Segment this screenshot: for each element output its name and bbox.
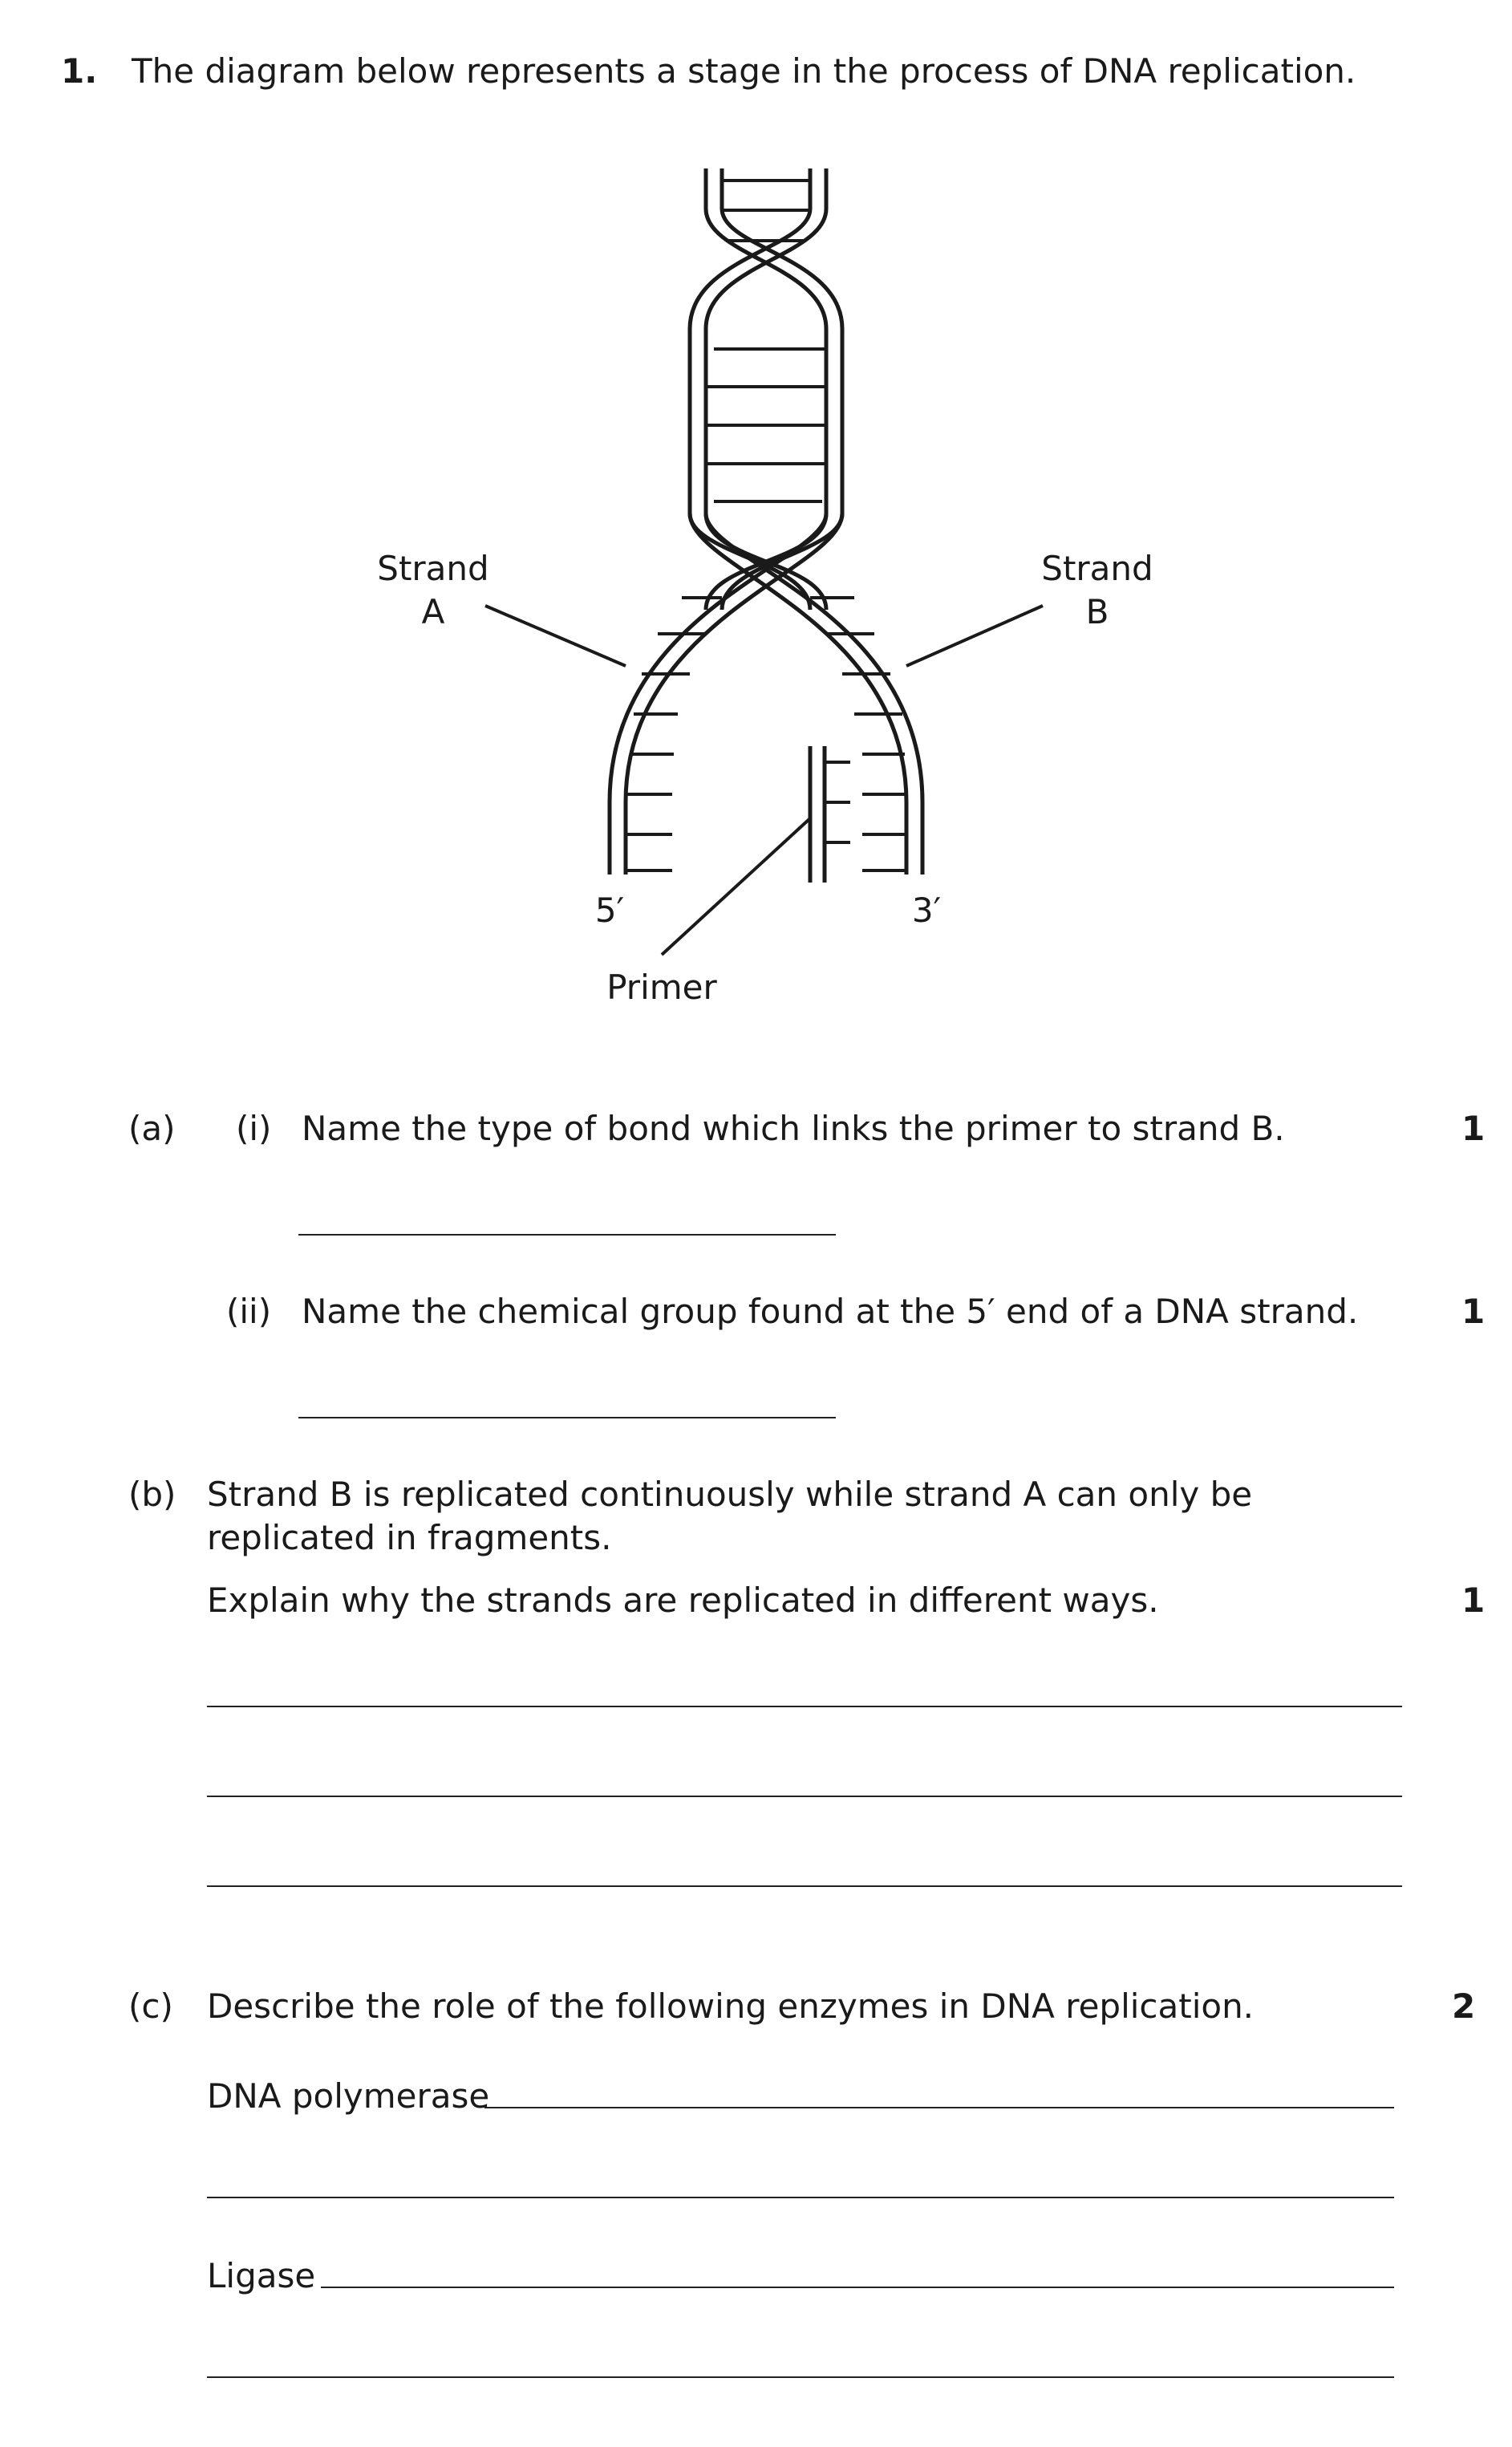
part-c-question: Describe the role of the following enzymes in DNA replication. — [207, 1986, 1255, 2026]
part-c-label: (c) — [128, 1986, 173, 2026]
part-a-ii-label: (ii) — [226, 1292, 272, 1331]
part-a-label: (a) — [128, 1109, 176, 1148]
part-b-answer-line-3[interactable] — [207, 1885, 1402, 1887]
three-prime-label: 3′ — [911, 891, 942, 930]
question-intro: The diagram below represents a stage in the process of DNA replication. — [132, 51, 1356, 91]
part-b-marks: 1 — [1461, 1581, 1486, 1620]
part-a-ii-question: Name the chemical group found at the 5′ end of a DNA strand. — [302, 1292, 1359, 1331]
strand-b-label-line2: B — [1085, 592, 1109, 631]
primer-label: Primer — [606, 968, 717, 1007]
part-a-i-question: Name the type of bond which links the primer to strand B. — [302, 1109, 1285, 1148]
ligase-answer-line-1[interactable] — [321, 2287, 1394, 2288]
dna-polymerase-answer-line-2[interactable] — [207, 2197, 1394, 2198]
part-a-i-marks: 1 — [1461, 1109, 1486, 1148]
strand-a-label-line2: A — [421, 592, 445, 631]
part-b-instruction: Explain why the strands are replicated in different ways. — [207, 1581, 1159, 1620]
part-a-ii-marks: 1 — [1461, 1292, 1486, 1331]
dna-replication-diagram — [0, 0, 1512, 1059]
strand-a-label-line1: Strand — [377, 549, 489, 588]
part-b-answer-line-2[interactable] — [207, 1796, 1402, 1797]
part-b-answer-line-1[interactable] — [207, 1706, 1402, 1707]
part-c-marks: 2 — [1452, 1986, 1476, 2026]
part-a-i-answer-line[interactable] — [298, 1234, 836, 1236]
part-a-i-label: (i) — [236, 1109, 272, 1148]
enzyme-dna-polymerase-label: DNA polymerase — [207, 2076, 490, 2116]
part-b-question: Strand B is replicated continuously while strand A can only be replicated in fragments. — [207, 1475, 1253, 1557]
five-prime-label: 5′ — [594, 891, 625, 930]
dna-polymerase-answer-line-1[interactable] — [484, 2107, 1394, 2108]
part-a-ii-answer-line[interactable] — [298, 1417, 836, 1418]
ligase-answer-line-2[interactable] — [207, 2376, 1394, 2378]
strand-b-label-line1: Strand — [1041, 549, 1153, 588]
enzyme-ligase-label: Ligase — [207, 2256, 316, 2295]
question-number: 1. — [61, 51, 98, 91]
part-b-label: (b) — [128, 1475, 176, 1514]
